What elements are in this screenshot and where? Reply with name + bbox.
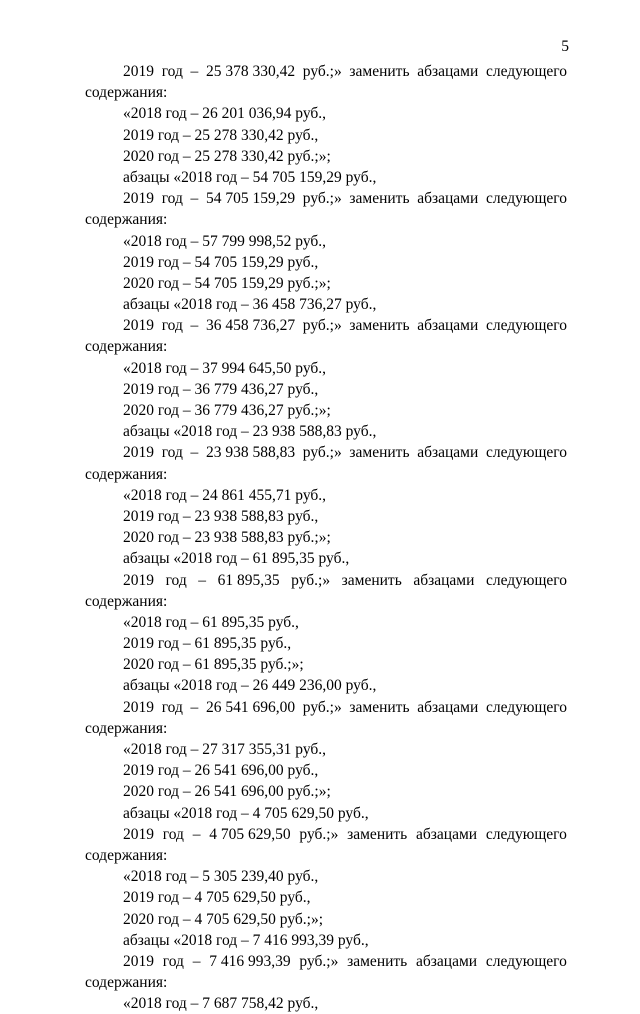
paragraph-line-justified (85, 188, 567, 209)
word: год (165, 571, 187, 589)
document-body (85, 61, 567, 1014)
word: абзацами (416, 825, 478, 843)
word: руб.;» (299, 825, 339, 843)
word: 2019 (123, 571, 154, 589)
word: заменить (349, 63, 410, 80)
paragraph-line: абзацы «2018 год – 26 449 236,00 руб., (123, 677, 377, 695)
word: заменить (347, 952, 408, 970)
word: – (190, 698, 199, 716)
continuation-line: содержания: (85, 592, 168, 610)
paragraph-line: 2020 год – 36 779 436,27 руб.;»; (123, 402, 331, 419)
word: абзацами (413, 571, 475, 589)
word: – (190, 317, 199, 335)
word: следующего (485, 952, 567, 970)
paragraph-line-justified (85, 951, 567, 972)
word: 2019 (123, 63, 154, 80)
paragraph-line-justified (85, 570, 567, 591)
paragraph-line: «2018 год – 57 799 998,52 руб., (123, 232, 327, 250)
word: 2019 (123, 190, 154, 208)
word: следующего (485, 190, 567, 208)
paragraph-line: 2019 год – 25 278 330,42 руб., (123, 126, 319, 144)
word: руб.;» (291, 571, 331, 589)
paragraph-line: «2018 год – 61 895,35 руб., (123, 613, 299, 631)
paragraph-line: 2019 год – 23 938 588,83 руб., (123, 507, 319, 525)
word: заменить (349, 698, 410, 716)
paragraph-line: 2020 год – 54 705 159,29 руб.;»; (123, 274, 331, 292)
continuation-line: содержания: (85, 974, 168, 992)
paragraph-line: абзацы «2018 год – 23 938 588,83 руб., (123, 423, 377, 441)
word: заменить (347, 825, 408, 843)
paragraph-line: 2019 год – 26 541 696,00 руб., (123, 762, 319, 780)
word: год (161, 63, 183, 80)
paragraph-line-justified (85, 442, 567, 463)
word: 2019 (123, 825, 154, 843)
word: год (162, 825, 184, 843)
word: руб.;» (302, 317, 342, 335)
word: следующего (485, 317, 567, 335)
word: год (161, 698, 183, 716)
paragraph-line: 2019 год – 61 895,35 руб., (123, 635, 292, 653)
word: 2019 (123, 698, 154, 716)
paragraph-line: абзацы «2018 год – 36 458 736,27 руб., (123, 296, 377, 314)
word: заменить (341, 571, 402, 589)
word: следующего (485, 571, 567, 589)
word: 36 458 736,27 (205, 317, 296, 335)
paragraph-line-justified (85, 315, 567, 336)
word: – (198, 571, 207, 589)
word: следующего (485, 63, 567, 80)
word: 23 938 588,83 (205, 444, 296, 462)
continuation-line: содержания: (85, 846, 168, 864)
word: год (161, 190, 183, 208)
paragraph-line: абзацы «2018 год – 4 705 629,50 руб., (123, 804, 369, 822)
paragraph-line: «2018 год – 7 687 758,42 руб., (123, 995, 319, 1013)
word: абзацами (417, 317, 479, 335)
paragraph-line: 2020 год – 61 895,35 руб.;»; (123, 656, 304, 674)
word: – (190, 190, 199, 208)
word: следующего (485, 444, 567, 462)
paragraph-line: «2018 год – 26 201 036,94 руб., (123, 105, 327, 123)
paragraph-line: «2018 год – 24 861 455,71 руб., (123, 486, 327, 504)
paragraph-line-justified (85, 697, 567, 718)
word: руб.;» (302, 190, 342, 208)
page-number: 5 (561, 38, 569, 55)
word: 25 378 330,42 (205, 63, 296, 80)
word: – (190, 444, 199, 462)
paragraph-line: «2018 год – 37 994 645,50 руб., (123, 359, 327, 377)
continuation-line: содержания: (85, 465, 168, 483)
word: – (192, 952, 201, 970)
word: руб.;» (302, 698, 342, 716)
paragraph-line: 2020 год – 23 938 588,83 руб.;»; (123, 529, 331, 547)
continuation-line: содержания: (85, 211, 168, 229)
word: заменить (349, 444, 410, 462)
paragraph-line: 2020 год – 25 278 330,42 руб.;»; (123, 147, 331, 165)
word: год (161, 444, 183, 462)
word: следующего (485, 698, 567, 716)
paragraph-line: 2020 год – 4 705 629,50 руб.;»; (123, 910, 324, 928)
word: 2019 (123, 444, 154, 462)
paragraph-line: 2019 год – 54 705 159,29 руб., (123, 253, 319, 271)
paragraph-line: 2019 год – 36 779 436,27 руб., (123, 380, 319, 398)
word: следующего (485, 825, 567, 843)
paragraph-line: абзацы «2018 год – 61 895,35 руб., (123, 550, 350, 568)
word: – (190, 63, 199, 80)
word: 61 895,35 (217, 571, 280, 589)
paragraph-line: абзацы «2018 год – 7 416 993,39 руб., (123, 931, 369, 949)
word: заменить (349, 317, 410, 335)
word: руб.;» (302, 63, 342, 80)
paragraph-line-justified (85, 61, 567, 82)
word: заменить (349, 190, 410, 208)
paragraph-line: 2020 год – 26 541 696,00 руб.;»; (123, 783, 331, 801)
continuation-line: содержания: (85, 338, 168, 356)
continuation-line: содержания: (85, 84, 168, 102)
paragraph-line: «2018 год – 5 305 239,40 руб., (123, 868, 319, 886)
paragraph-line-justified (85, 824, 567, 845)
word: руб.;» (302, 444, 342, 462)
paragraph-line: абзацы «2018 год – 54 705 159,29 руб., (123, 168, 377, 186)
word: 4 705 629,50 (209, 825, 291, 843)
continuation-line: содержания: (85, 719, 168, 737)
paragraph-line: 2019 год – 4 705 629,50 руб., (123, 889, 311, 907)
word: абзацами (417, 190, 479, 208)
word: – (192, 825, 201, 843)
word: 2019 (123, 952, 154, 970)
word: руб.;» (299, 952, 339, 970)
word: год (162, 952, 184, 970)
word: 7 416 993,39 (209, 952, 291, 970)
word: 2019 (123, 317, 154, 335)
word: 26 541 696,00 (205, 698, 296, 716)
word: абзацами (416, 952, 478, 970)
paragraph-line: «2018 год – 27 317 355,31 руб., (123, 741, 327, 758)
word: абзацами (417, 63, 479, 80)
word: 54 705 159,29 (205, 190, 296, 208)
word: абзацами (417, 698, 479, 716)
word: год (161, 317, 183, 335)
word: абзацами (417, 444, 479, 462)
